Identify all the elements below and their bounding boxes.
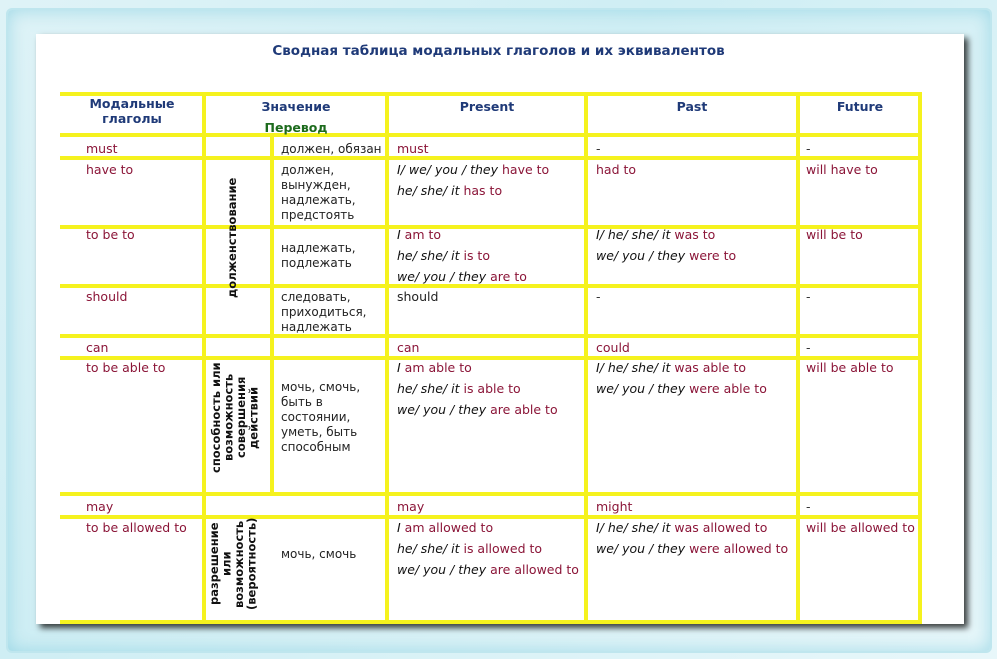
- present-be-able-to: [397, 357, 558, 420]
- subject: I: [397, 227, 401, 242]
- subject: he/ she/ it: [397, 541, 460, 556]
- grid-vline: [202, 92, 206, 624]
- present-should: should: [397, 289, 439, 304]
- header-future: Future: [836, 99, 884, 114]
- present-to-be-to: [397, 224, 527, 287]
- verb: is to: [463, 248, 490, 263]
- verb: was allowed to: [674, 520, 768, 535]
- verb: am allowed to: [404, 520, 494, 535]
- verb: was to: [674, 227, 716, 242]
- translation-to-be-to: надлежать, подлежать: [281, 241, 356, 270]
- subject: we/ you / they: [397, 402, 487, 417]
- future-can: -: [806, 340, 811, 355]
- modal-must: must: [86, 141, 118, 156]
- translation-must: должен, обязан: [281, 142, 382, 156]
- subject: he/ she/ it: [397, 183, 460, 198]
- grid-vline: [796, 92, 800, 624]
- verb: has to: [463, 183, 503, 198]
- subject: we/ you / they: [596, 381, 686, 396]
- future-should: -: [806, 289, 811, 304]
- verb: are able to: [490, 402, 558, 417]
- subject: he/ she/ it: [397, 381, 460, 396]
- group-ability-label: [210, 345, 266, 490]
- translation-be-allowed-to: мочь, смочь: [281, 547, 357, 561]
- past-to-be-to-line2: [596, 245, 736, 266]
- future-may: -: [806, 499, 811, 514]
- verb: is able to: [463, 381, 521, 396]
- present-be-able-line2: [397, 378, 558, 399]
- verb: were able to: [689, 381, 767, 396]
- permission-line2: или: [219, 551, 234, 577]
- modal-be-able-to: to be able to: [86, 360, 166, 375]
- subject: I/ we/ you / they: [397, 162, 499, 177]
- past-to-be-to: [596, 224, 736, 266]
- past-be-able-line1: [596, 357, 767, 378]
- subject: I/ he/ she/ it: [596, 227, 671, 242]
- verb: am able to: [404, 360, 472, 375]
- past-can: could: [596, 340, 630, 355]
- verb: are allowed to: [490, 562, 579, 577]
- future-have-to: will have to: [806, 162, 878, 177]
- verb: were to: [689, 248, 737, 263]
- ability-line4: действий: [246, 386, 261, 449]
- present-may: may: [397, 499, 425, 514]
- ability-line3: совершения: [234, 376, 248, 459]
- header-modal-line1: Модальные: [89, 96, 175, 111]
- present-allowed-line3: [397, 559, 579, 580]
- modal-to-be-to: to be to: [86, 227, 135, 242]
- present-be-able-line3: [397, 399, 558, 420]
- subject: we/ you / they: [397, 562, 487, 577]
- verb: is allowed to: [463, 541, 543, 556]
- modal-be-allowed-to: to be allowed to: [86, 520, 187, 535]
- permission-line3: возможность: [232, 520, 246, 608]
- verb: am to: [404, 227, 442, 242]
- translation-be-able-to: мочь, смочь, быть в состоянии, уметь, быть способным: [281, 380, 361, 454]
- present-to-be-to-line1: [397, 224, 527, 245]
- present-can: can: [397, 340, 420, 355]
- past-should: -: [596, 289, 601, 304]
- present-to-be-to-line2: [397, 245, 527, 266]
- present-to-be-to-line3: [397, 266, 527, 287]
- subject: I: [397, 520, 401, 535]
- present-allowed-line2: [397, 538, 579, 559]
- translation-should: следовать, приходиться, надлежать: [281, 290, 367, 334]
- present-be-able-line1: [397, 357, 558, 378]
- header-past: Past: [676, 99, 708, 114]
- future-be-able-to: will be able to: [806, 360, 894, 375]
- grid-hline: [60, 492, 922, 496]
- subject: I/ he/ she/ it: [596, 520, 671, 535]
- grid-vline: [918, 92, 922, 624]
- past-to-be-to-line1: [596, 224, 736, 245]
- verb: was able to: [674, 360, 746, 375]
- ability-line1: способность или: [209, 362, 223, 473]
- past-have-to: had to: [596, 162, 637, 177]
- subject: he/ she/ it: [397, 248, 460, 263]
- past-be-able-line2: [596, 378, 767, 399]
- past-be-allowed-to: [596, 517, 788, 559]
- future-be-allowed-to: will be allowed to: [806, 520, 915, 535]
- future-must: -: [806, 141, 811, 156]
- present-have-to-line2: [397, 180, 549, 201]
- grid-hline: [60, 620, 922, 624]
- grid-hline: [60, 334, 922, 338]
- modal-should: should: [86, 289, 128, 304]
- past-may: might: [596, 499, 633, 514]
- modal-can: can: [86, 340, 109, 355]
- modal-have-to: have to: [86, 162, 134, 177]
- table-title: Сводная таблица модальных глаголов и их эквивалентов: [272, 43, 725, 59]
- subject: we/ you / they: [596, 541, 686, 556]
- header-modal-verbs: [62, 96, 202, 126]
- grid-vline: [385, 92, 389, 624]
- ability-line2: возможность: [221, 373, 236, 462]
- present-have-to-line1: [397, 159, 549, 180]
- verb: were allowed to: [689, 541, 789, 556]
- past-allowed-line2: [596, 538, 788, 559]
- permission-line4: (вероятность): [244, 517, 259, 611]
- grid-vline: [584, 92, 588, 624]
- translation-have-to: должен, вынужден, надлежать, предстоять: [281, 163, 356, 222]
- permission-line1: разрешение: [207, 522, 221, 606]
- header-meaning: Значение: [261, 99, 331, 114]
- header-present: Present: [459, 99, 515, 114]
- past-be-able-to: [596, 357, 767, 399]
- present-be-allowed-to: [397, 517, 579, 580]
- verb: have to: [502, 162, 550, 177]
- future-to-be-to: will be to: [806, 227, 863, 242]
- header-modal-line2: глаголы: [102, 111, 162, 126]
- past-allowed-line1: [596, 517, 788, 538]
- subject: I/ he/ she/ it: [596, 360, 671, 375]
- subject: we/ you / they: [596, 248, 686, 263]
- modal-may: may: [86, 499, 114, 514]
- present-allowed-line1: [397, 517, 579, 538]
- group-obligation-label: долженствование: [225, 177, 239, 298]
- header-translation: Перевод: [264, 120, 328, 135]
- subject: I: [397, 360, 401, 375]
- present-have-to: [397, 159, 549, 201]
- verb: are to: [490, 269, 527, 284]
- grid-vline: [270, 133, 274, 495]
- present-must: must: [397, 141, 429, 156]
- past-must: -: [596, 141, 601, 156]
- grid-hline: [60, 133, 922, 137]
- group-permission-label: [208, 505, 268, 623]
- subject: we/ you / they: [397, 269, 487, 284]
